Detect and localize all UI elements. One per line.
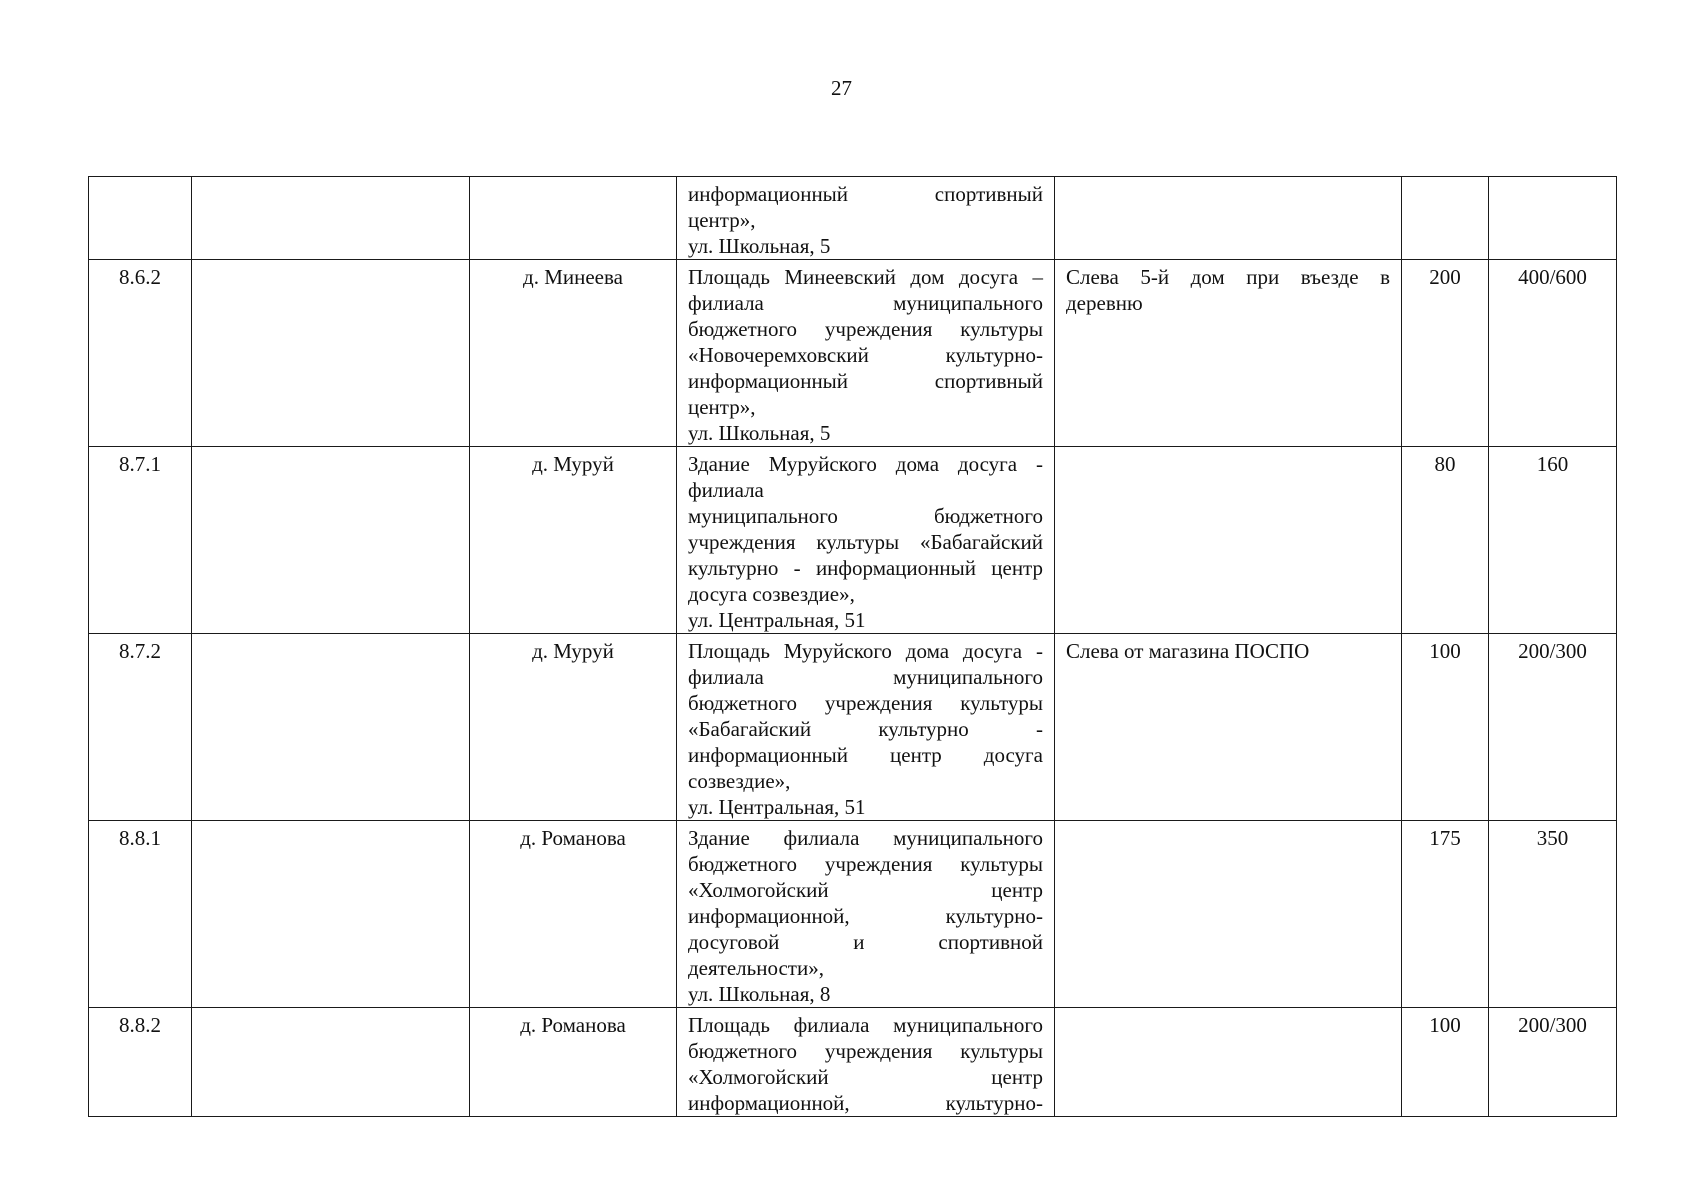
row-empty-cell	[192, 821, 470, 1008]
cell-text-line: информационный спортивный	[688, 369, 1043, 393]
cell-text-line: муниципального бюджетного	[688, 504, 1043, 528]
cell-text-line: информационной, культурно-	[688, 1091, 1043, 1115]
row-capacity: 200/300	[1489, 1008, 1617, 1117]
cell-text-line: ул. Центральная, 51	[688, 608, 866, 632]
cell-text-line: досуга созвездие»,	[688, 582, 855, 606]
row-area: 80	[1402, 447, 1489, 634]
row-number: 8.6.2	[89, 260, 192, 447]
cell-text-line: досуговой и спортивной	[688, 930, 1043, 954]
cell-text-line: филиала муниципального	[688, 665, 1043, 689]
row-note	[1055, 447, 1402, 634]
cell-text-line: Здание Муруйского дома досуга -	[688, 452, 1043, 476]
cell-text-line: деятельности»,	[688, 956, 824, 980]
row-area: 200	[1402, 260, 1489, 447]
row-description	[677, 177, 1055, 260]
row-capacity: 200/300	[1489, 634, 1617, 821]
cell-text-line: «Холмогойский центр	[688, 1065, 1043, 1089]
cell-text-line: центр»,	[688, 395, 756, 419]
cell-text-line: Площадь филиала муниципального	[688, 1013, 1043, 1037]
cell-text-line: центр»,	[688, 208, 756, 232]
row-capacity: 400/600	[1489, 260, 1617, 447]
cell-text-line: «Холмогойский центр	[688, 878, 1043, 902]
row-number: 8.8.1	[89, 821, 192, 1008]
cell-text-line: информационной, культурно-	[688, 904, 1043, 928]
cell-text-line: Здание филиала муниципального	[688, 826, 1043, 850]
table-row	[89, 177, 1617, 260]
row-note	[1055, 1008, 1402, 1117]
cell-text-line: филиала	[688, 478, 764, 502]
cell-text-line: Площадь Минеевский дом досуга –	[688, 265, 1043, 289]
row-number	[89, 177, 192, 260]
cell-text-line: ул. Школьная, 8	[688, 982, 831, 1006]
row-note	[1055, 177, 1402, 260]
row-area	[1402, 177, 1489, 260]
row-number: 8.7.1	[89, 447, 192, 634]
row-description	[677, 260, 1055, 447]
row-area: 100	[1402, 634, 1489, 821]
row-empty-cell	[192, 634, 470, 821]
cell-text-line: «Бабагайский культурно -	[688, 717, 1043, 741]
page-number: 27	[831, 76, 852, 100]
row-note	[1055, 634, 1402, 821]
cell-text-line: информационный спортивный	[688, 182, 1043, 206]
row-capacity	[1489, 177, 1617, 260]
cell-text-line: бюджетного учреждения культуры	[688, 1039, 1043, 1063]
row-capacity: 160	[1489, 447, 1617, 634]
row-description	[677, 447, 1055, 634]
cell-text-line: Слева от магазина ПОСПО	[1066, 639, 1310, 663]
table-row	[89, 821, 1617, 1008]
cell-text-line: бюджетного учреждения культуры	[688, 691, 1043, 715]
cell-text-line: ул. Центральная, 51	[688, 795, 866, 819]
row-empty-cell	[192, 447, 470, 634]
row-empty-cell	[192, 177, 470, 260]
cell-text-line: созвездие»,	[688, 769, 791, 793]
cell-text-line: ул. Школьная, 5	[688, 421, 831, 445]
row-locality: д. Муруй	[470, 447, 677, 634]
objects-table	[88, 176, 1617, 1117]
cell-text-line: Площадь Муруйского дома досуга -	[688, 639, 1043, 663]
cell-text-line: «Новочеремховский культурно-	[688, 343, 1043, 367]
row-locality: д. Минеева	[470, 260, 677, 447]
table-row	[89, 1008, 1617, 1117]
row-locality	[470, 177, 677, 260]
row-description	[677, 634, 1055, 821]
cell-text-line: информационный центр досуга	[688, 743, 1043, 767]
cell-text-line: учреждения культуры «Бабагайский	[688, 530, 1043, 554]
cell-text-line: культурно - информационный центр	[688, 556, 1043, 580]
row-area: 175	[1402, 821, 1489, 1008]
cell-text-line: ул. Школьная, 5	[688, 234, 831, 258]
row-description	[677, 1008, 1055, 1117]
table-row	[89, 447, 1617, 634]
row-number: 8.8.2	[89, 1008, 192, 1117]
table-row	[89, 634, 1617, 821]
row-locality: д. Романова	[470, 821, 677, 1008]
row-locality: д. Романова	[470, 1008, 677, 1117]
row-note	[1055, 260, 1402, 447]
row-locality: д. Муруй	[470, 634, 677, 821]
table-row	[89, 260, 1617, 447]
cell-text-line: бюджетного учреждения культуры	[688, 852, 1043, 876]
cell-text-line: бюджетного учреждения культуры	[688, 317, 1043, 341]
row-note	[1055, 821, 1402, 1008]
row-number: 8.7.2	[89, 634, 192, 821]
row-empty-cell	[192, 260, 470, 447]
cell-text-line: Слева 5-й дом при въезде в	[1066, 265, 1390, 289]
row-description	[677, 821, 1055, 1008]
row-capacity: 350	[1489, 821, 1617, 1008]
row-empty-cell	[192, 1008, 470, 1117]
cell-text-line: филиала муниципального	[688, 291, 1043, 315]
row-area: 100	[1402, 1008, 1489, 1117]
cell-text-line: деревню	[1066, 291, 1143, 315]
